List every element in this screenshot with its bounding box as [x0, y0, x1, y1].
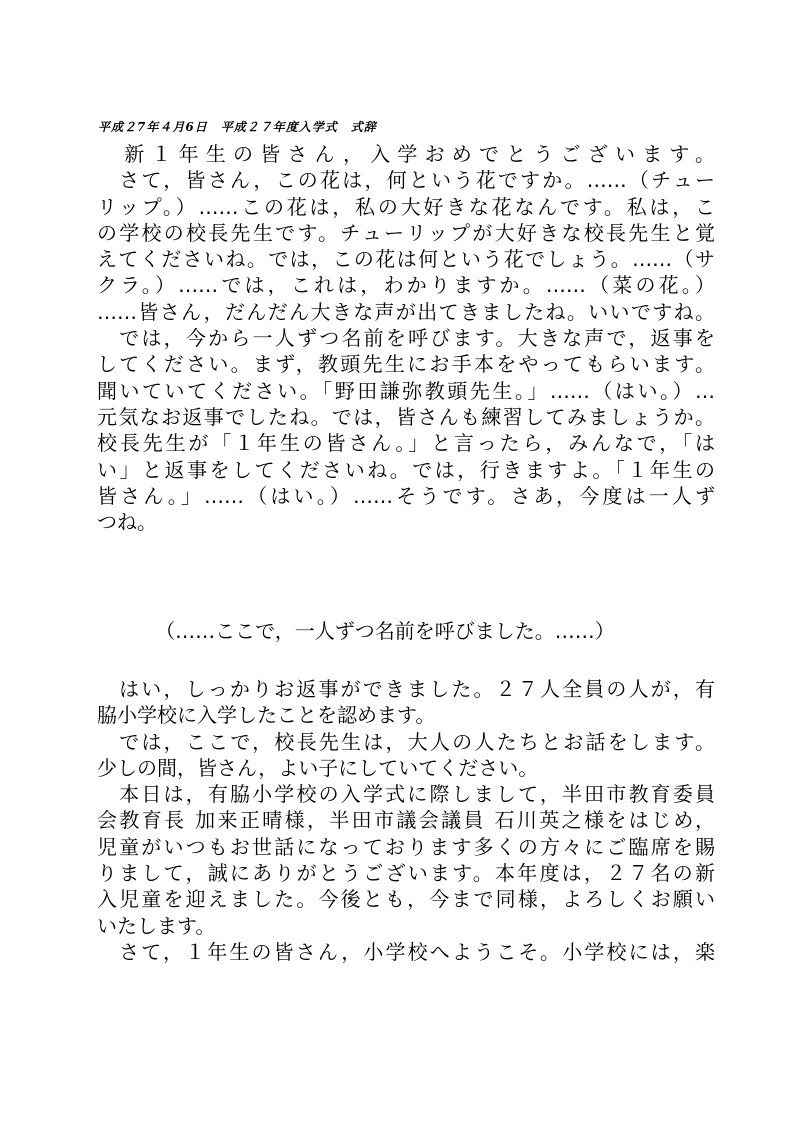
document-header: 平成２7年４月6日 平成２７年度入学式 式辞 [98, 120, 377, 134]
text-line: 少しの間，皆さん，よい子にしていてください。 [97, 755, 539, 780]
text-line: つね。 [97, 510, 157, 535]
text-line: 聞いていてください。「野田謙弥教頭先生。」……（はい。）… [97, 378, 715, 403]
speech-section-1 [97, 141, 715, 535]
text-line: 新１年生の皆さん，入学おめでとうございます。 [97, 142, 715, 166]
text-line: 皆さん。」……（はい。）……そうです。さあ，今度は一人ず [97, 483, 715, 508]
text-line: 校長先生が「１年生の皆さん。」と言ったら，みんなで，「は [97, 431, 715, 456]
text-line: ……皆さん，だんだん大きな声が出てきましたね。いいですね。 [97, 299, 715, 324]
speech-section-2 [97, 676, 715, 965]
text-line: りまして，誠にありがとうございます。本年度は，２７名の新 [97, 861, 715, 886]
text-line: いたします。 [97, 913, 216, 938]
text-line: 入児童を迎えました。今後とも，今まで同様，よろしくお願い [97, 887, 715, 912]
text-line: リップ。）……この花は，私の大好きな花なんです。私は，こ [97, 194, 715, 219]
text-line: はい，しっかりお返事ができました。２７人全員の人が，有 [97, 677, 715, 701]
text-line: 児童がいつもお世話になっております多くの方々にご臨席を賜 [97, 834, 715, 859]
text-line: 本日は，有脇小学校の入学式に際しまして，半田市教育委員 [97, 782, 715, 807]
text-line: クラ。）……では，これは，わかりますか。……（菜の花。） [97, 273, 715, 298]
text-line: さて，１年生の皆さん，小学校へようこそ。小学校には，楽 [97, 939, 715, 964]
text-line: 会教育長 加来正晴様，半田市議会議員 石川英之様をはじめ， [97, 808, 715, 833]
text-line: えてくださいね。では，この花は何という花でしょう。……（サ [97, 247, 715, 272]
text-line: い」と返事をしてくださいね。では，行きますよ。「１年生の [97, 457, 715, 482]
text-line: さて，皆さん，この花は，何という花ですか。……（チュー [97, 168, 715, 193]
center-note [0, 618, 794, 644]
center-note-text: （……ここで，一人ずつ名前を呼びました。……） [155, 619, 615, 643]
text-line: では，今から一人ずつ名前を呼びます。大きな声で，返事を [97, 326, 715, 351]
text-line: の学校の校長先生です。チューリップが大好きな校長先生と覚 [97, 220, 715, 245]
text-line: では，ここで，校長先生は，大人の人たちとお話をします。 [97, 729, 715, 754]
text-line: 脇小学校に入学したことを認めます。 [97, 703, 436, 728]
text-line: 元気なお返事でしたね。では，皆さんも練習してみましょうか。 [97, 404, 715, 429]
text-line: してください。まず，教頭先生にお手本をやってもらいます。 [97, 352, 715, 377]
